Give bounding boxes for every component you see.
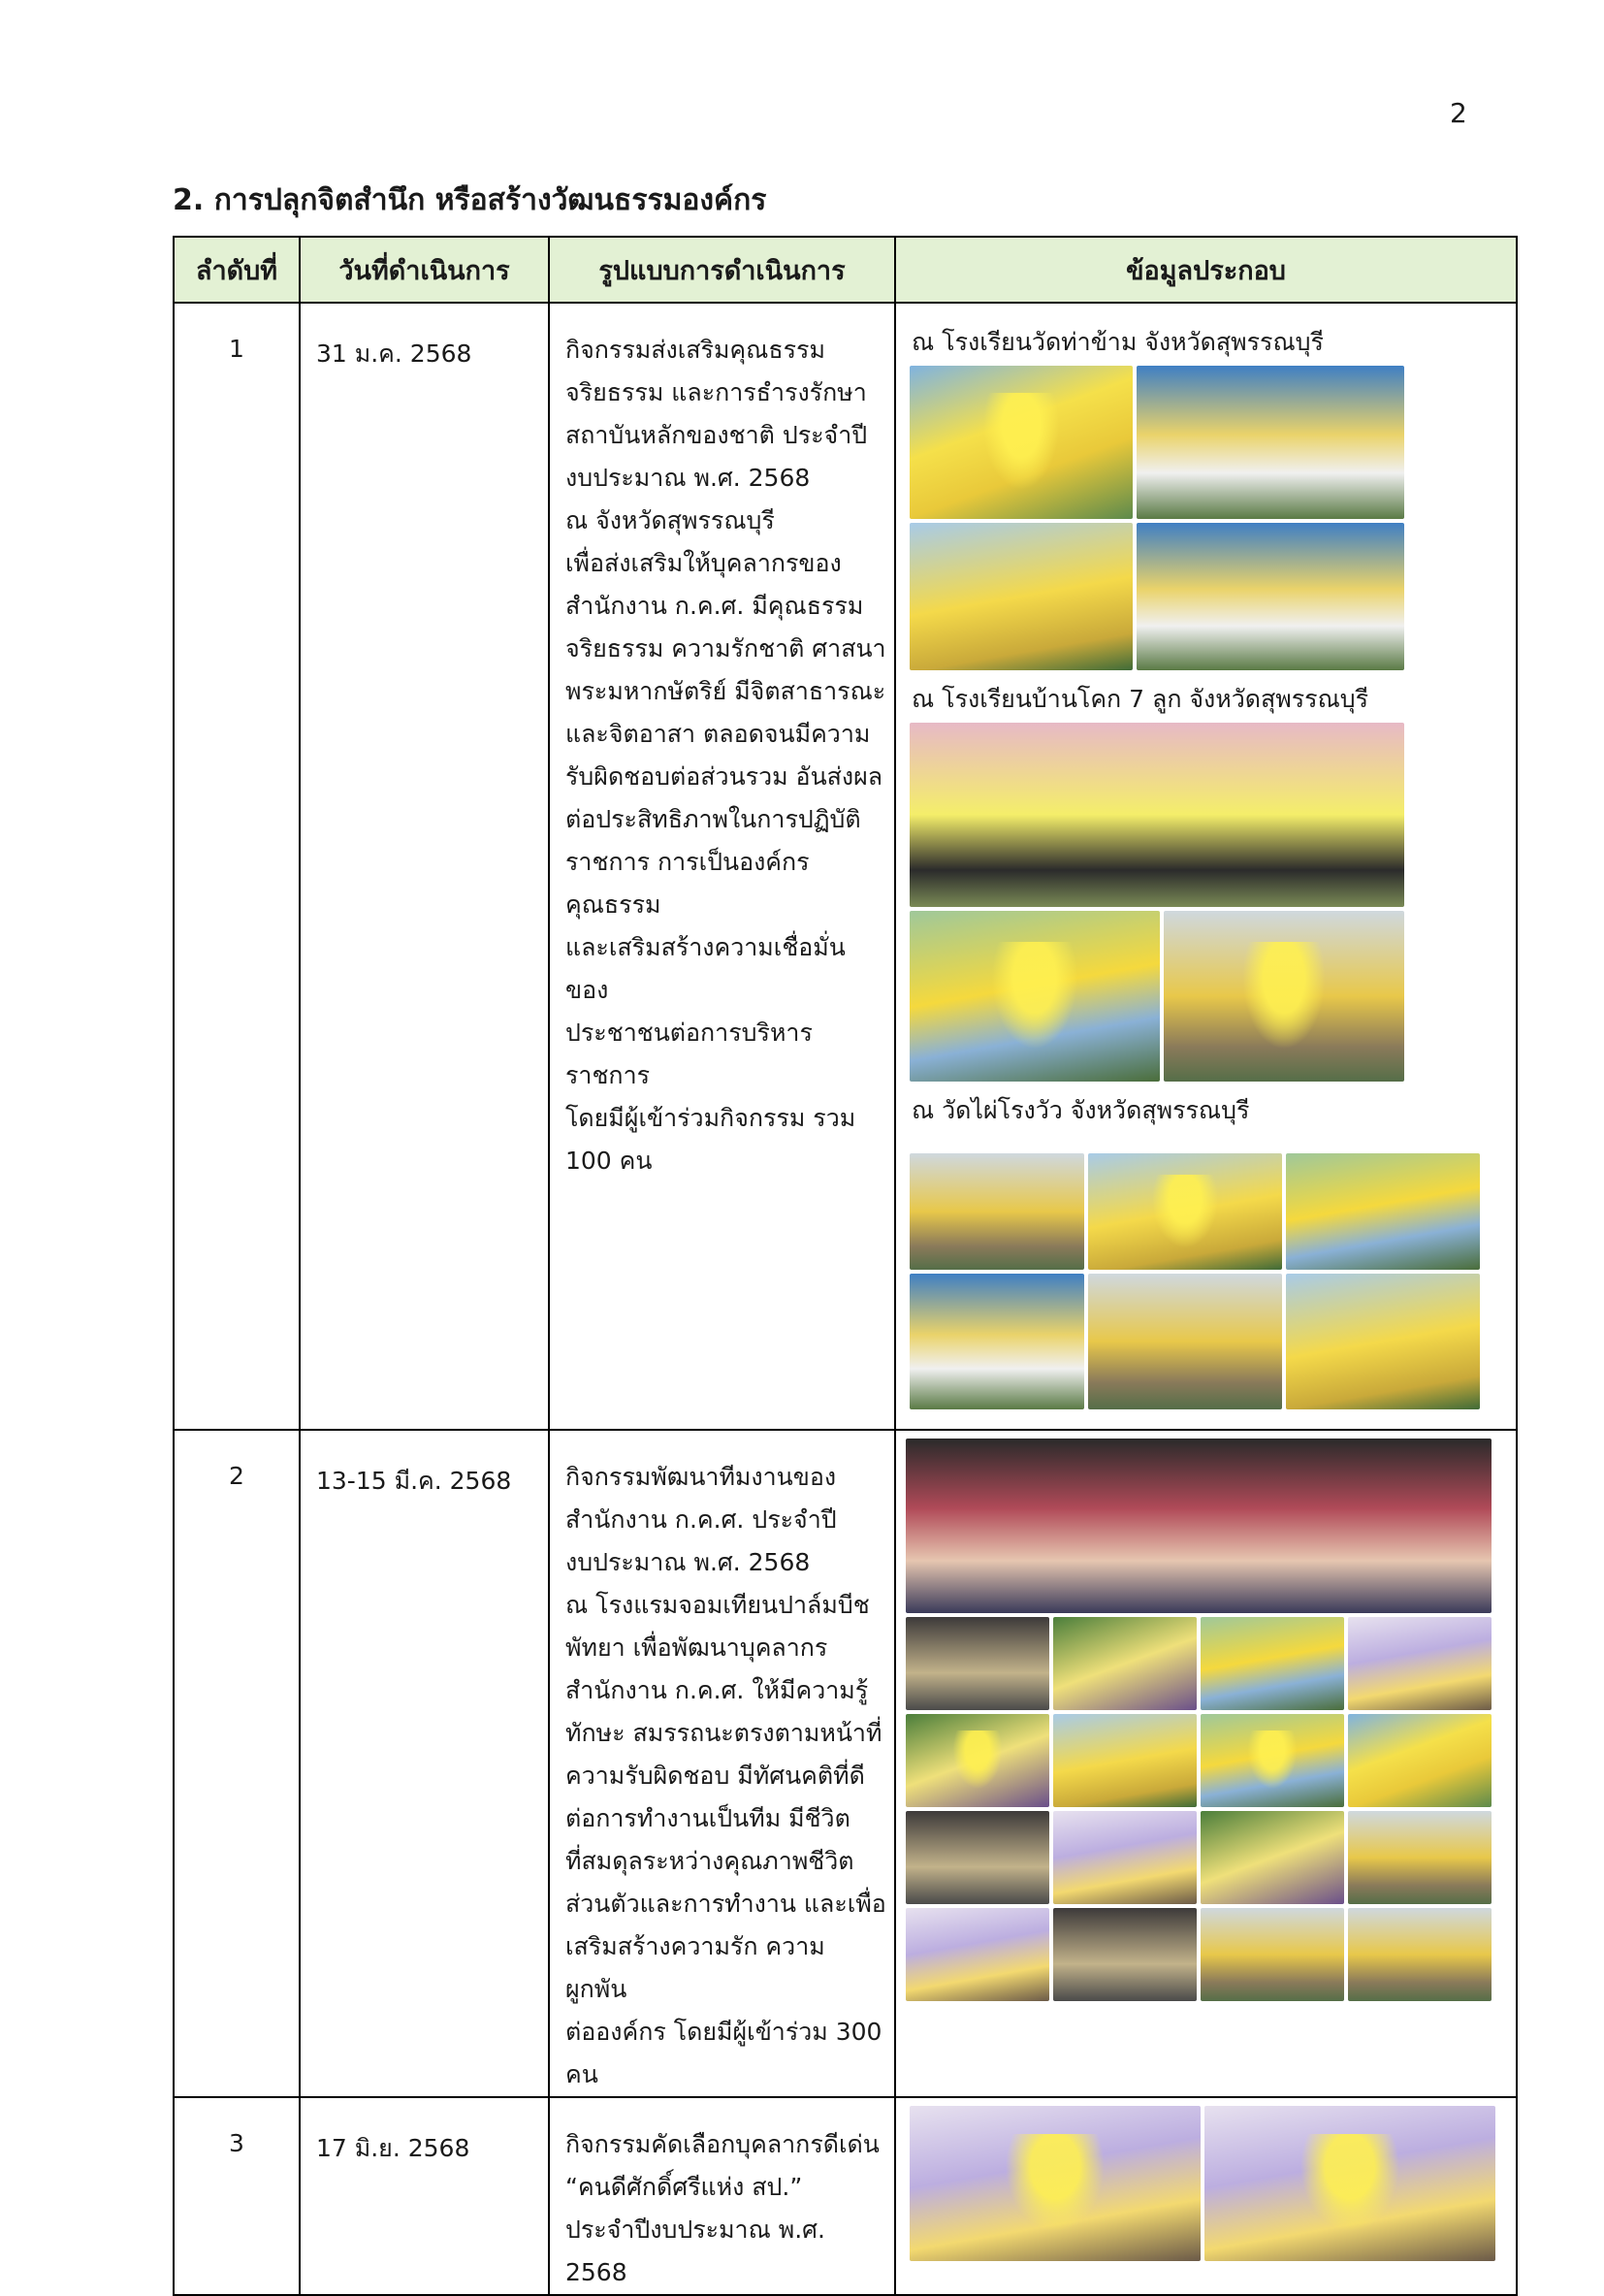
photo-collage <box>910 1153 1506 1409</box>
activity-photo <box>1137 366 1404 519</box>
section-heading: 2. การปลุกจิตสำนึก หรือสร้างวัฒนธรรมองค์กร <box>173 183 767 217</box>
description-line: รับผิดชอบต่อส่วนรวม อันส่งผล <box>565 762 883 791</box>
description-line: ณ จังหวัดสุพรรณบุรี <box>565 506 775 534</box>
description-line: จริยธรรม และการธำรงรักษา <box>565 378 867 406</box>
activity-photo <box>1201 1617 1344 1710</box>
photo-collage <box>906 1439 1506 2001</box>
description-line: “คนดีศักดิ์ศรีแห่ง สป.” <box>565 2173 803 2201</box>
activity-description <box>549 303 895 1430</box>
table-row <box>174 2097 1517 2295</box>
activity-photo <box>906 1439 1492 1613</box>
description-line: ประจำปีงบประมาณ พ.ศ. 2568 <box>565 2215 825 2286</box>
activity-date: 31 ม.ค. 2568 <box>300 303 549 1430</box>
activity-photo <box>1201 1908 1344 2001</box>
activity-photo <box>910 723 1404 907</box>
photo-collage <box>910 723 1506 1082</box>
table-header-row <box>174 237 1517 303</box>
description-line: สำนักงาน ก.ค.ศ. มีคุณธรรม <box>565 592 864 620</box>
activity-photo <box>906 1811 1049 1904</box>
activity-photo <box>1053 1617 1197 1710</box>
description-line: กิจกรรมส่งเสริมคุณธรรม <box>565 336 825 364</box>
activity-photo <box>910 1274 1084 1409</box>
header-format: รูปแบบการดำเนินการ <box>549 237 895 303</box>
location-caption: ณ โรงเรียนบ้านโคก 7 ลูก จังหวัดสุพรรณบุรี <box>912 685 1369 713</box>
description-line: พระมหากษัตริย์ มีจิตสาธารณะ <box>565 677 886 705</box>
award-photo <box>910 2106 1201 2261</box>
activity-photo <box>910 366 1133 519</box>
description-line: ณ โรงแรมจอมเทียนปาล์มบีช <box>565 1591 870 1619</box>
location-caption: ณ โรงเรียนวัดท่าข้าม จังหวัดสุพรรณบุรี <box>912 328 1324 356</box>
header-sequence: ลำดับที่ <box>174 237 300 303</box>
activity-photo <box>1201 1811 1344 1904</box>
activity-description <box>549 2097 895 2295</box>
activity-table <box>173 236 1518 2296</box>
description-line: งบประมาณ พ.ศ. 2568 <box>565 1548 811 1576</box>
activity-photo <box>906 1714 1049 1807</box>
description-line: เสริมสร้างความรัก ความผูกพัน <box>565 1932 825 2003</box>
description-line: ที่สมดุลระหว่างคุณภาพชีวิต <box>565 1847 854 1875</box>
photo-collage <box>910 2106 1506 2261</box>
award-photo <box>1204 2106 1495 2261</box>
description-line: 100 คน <box>565 1147 653 1175</box>
table-row <box>174 303 1517 1430</box>
photo-collage <box>910 366 1506 670</box>
description-line: สำนักงาน ก.ค.ศ. ประจำปี <box>565 1505 837 1534</box>
description-line: พัทยา เพื่อพัฒนาบุคลากร <box>565 1633 828 1662</box>
description-line: ต่อประสิทธิภาพในการปฏิบัติ <box>565 805 861 833</box>
row-number: 2 <box>174 1430 300 2097</box>
description-line: ส่วนตัวและการทำงาน และเพื่อ <box>565 1890 886 1918</box>
activity-description <box>549 1430 895 2097</box>
activity-photo <box>1348 1617 1492 1710</box>
description-line: สถาบันหลักของชาติ ประจำปี <box>565 421 868 449</box>
activity-photo <box>1286 1274 1480 1409</box>
activity-photo <box>910 911 1160 1082</box>
description-line: ทักษะ สมรรถนะตรงตามหน้าที่ <box>565 1719 882 1747</box>
description-line: และจิตอาสา ตลอดจนมีความ <box>565 720 871 748</box>
supporting-info <box>895 303 1517 1430</box>
table-row <box>174 1430 1517 2097</box>
description-line: กิจกรรมพัฒนาทีมงานของ <box>565 1463 837 1491</box>
page-number: 2 <box>1450 97 1467 129</box>
activity-photo <box>906 1617 1049 1710</box>
activity-date: 13-15 มี.ค. 2568 <box>300 1430 549 2097</box>
description-line: งบประมาณ พ.ศ. 2568 <box>565 464 811 492</box>
supporting-info <box>895 1430 1517 2097</box>
location-caption: ณ วัดไผ่โรงวัว จังหวัดสุพรรณบุรี <box>912 1096 1250 1124</box>
description-line: ประชาชนต่อการบริหารราชการ <box>565 1019 813 1089</box>
activity-photo <box>910 1153 1084 1270</box>
activity-photo <box>1348 1811 1492 1904</box>
description-line: โดยมีผู้เข้าร่วมกิจกรรม รวม <box>565 1104 856 1132</box>
activity-photo <box>1053 1908 1197 2001</box>
description-line: สำนักงาน ก.ค.ศ. ให้มีความรู้ <box>565 1676 869 1704</box>
activity-photo <box>1088 1274 1282 1409</box>
activity-photo <box>1286 1153 1480 1270</box>
activity-photo <box>910 523 1133 670</box>
description-line: กิจกรรมคัดเลือกบุคลากรดีเด่น <box>565 2130 880 2158</box>
activity-photo <box>1201 1714 1344 1807</box>
description-line: ต่อการทำงานเป็นทีม มีชีวิต <box>565 1804 850 1832</box>
activity-photo <box>1053 1714 1197 1807</box>
activity-photo <box>1348 1908 1492 2001</box>
description-line: จริยธรรม ความรักชาติ ศาสนา <box>565 634 886 663</box>
activity-photo <box>1348 1714 1492 1807</box>
description-line: เพื่อส่งเสริมให้บุคลากรของ <box>565 549 842 577</box>
activity-photo <box>906 1908 1049 2001</box>
header-date: วันที่ดำเนินการ <box>300 237 549 303</box>
description-line: ราชการ การเป็นองค์กรคุณธรรม <box>565 848 810 919</box>
activity-photo <box>1053 1811 1197 1904</box>
description-line: และเสริมสร้างความเชื่อมั่นของ <box>565 933 846 1004</box>
activity-date: 17 มิ.ย. 2568 <box>300 2097 549 2295</box>
description-line: ความรับผิดชอบ มีทัศนคติที่ดี <box>565 1762 865 1790</box>
header-supporting-info: ข้อมูลประกอบ <box>895 237 1517 303</box>
activity-photo <box>1088 1153 1282 1270</box>
activity-photo <box>1164 911 1404 1082</box>
row-number: 1 <box>174 303 300 1430</box>
activity-photo <box>1137 523 1404 670</box>
supporting-info <box>895 2097 1517 2295</box>
row-number: 3 <box>174 2097 300 2295</box>
description-line: ต่อองค์กร โดยมีผู้เข้าร่วม 300 คน <box>565 2018 882 2088</box>
